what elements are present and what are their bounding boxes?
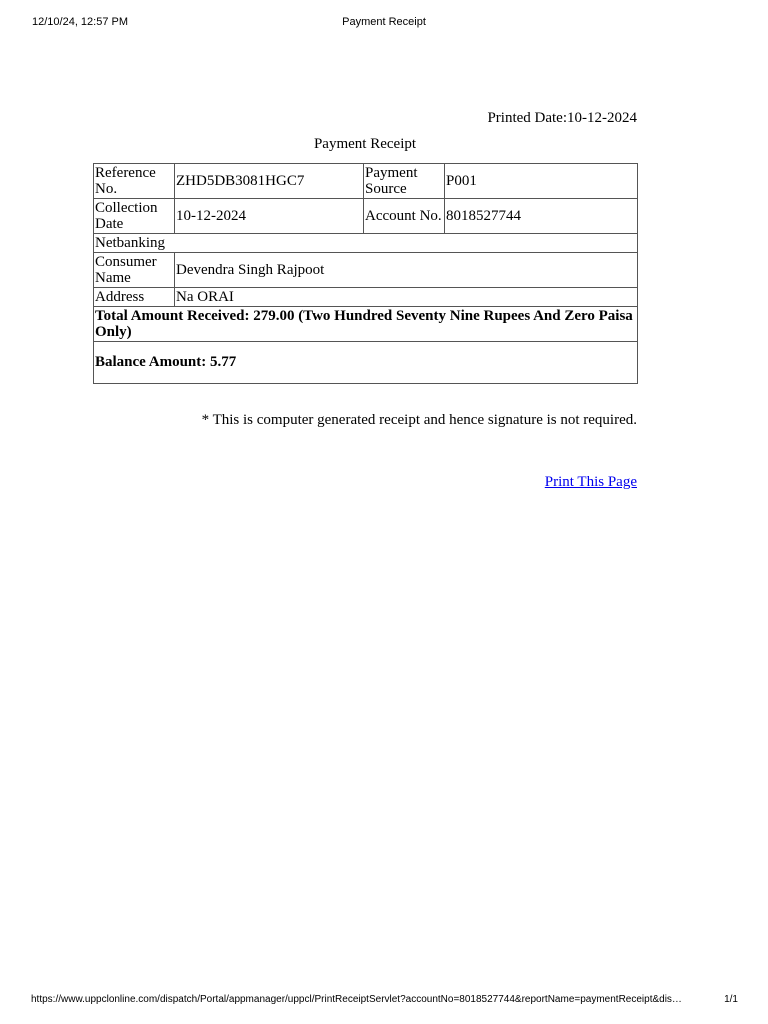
reference-no-label: Reference No. [94,164,175,199]
address-label: Address [94,288,175,307]
payment-source-label: Payment Source [364,164,445,199]
collection-date-value: 10-12-2024 [175,199,364,234]
print-header [0,16,768,32]
table-row [94,342,638,384]
receipt-table [93,163,638,384]
address-value: Na ORAI [175,288,638,307]
print-this-page-link[interactable]: Print This Page [544,474,637,490]
page-url: https://www.uppclonline.com/dispatch/Portal/appmanager/uppcl/PrintReceiptServlet?accountNo=8018527744&reportName=paymentReceipt&dis… [31,994,682,1005]
printed-date: Printed Date:10-12-2024 [487,110,637,126]
table-row [94,288,638,307]
payment-mode: Netbanking [94,234,638,253]
table-row [94,234,638,253]
payment-source-value: P001 [445,164,638,199]
signature-note: * This is computer generated receipt and hence signature is not required. [201,412,637,428]
reference-no-value: ZHD5DB3081HGC7 [175,164,364,199]
total-amount-received: Total Amount Received: 279.00 (Two Hundred Seventy Nine Rupees And Zero Paisa Only) [94,307,638,342]
table-row [94,164,638,199]
collection-date-label: Collection Date [94,199,175,234]
receipt-title: Payment Receipt [313,136,417,152]
print-datetime: 12/10/24, 12:57 PM [32,16,129,28]
print-page-title: Payment Receipt [342,16,426,28]
page-number: 1/1 [724,994,738,1005]
table-row [94,307,638,342]
consumer-name-value: Devendra Singh Rajpoot [175,253,638,288]
table-row [94,253,638,288]
account-no-label: Account No. [364,199,445,234]
consumer-name-label: Consumer Name [94,253,175,288]
table-row [94,199,638,234]
balance-amount: Balance Amount: 5.77 [94,342,638,384]
account-no-value: 8018527744 [445,199,638,234]
